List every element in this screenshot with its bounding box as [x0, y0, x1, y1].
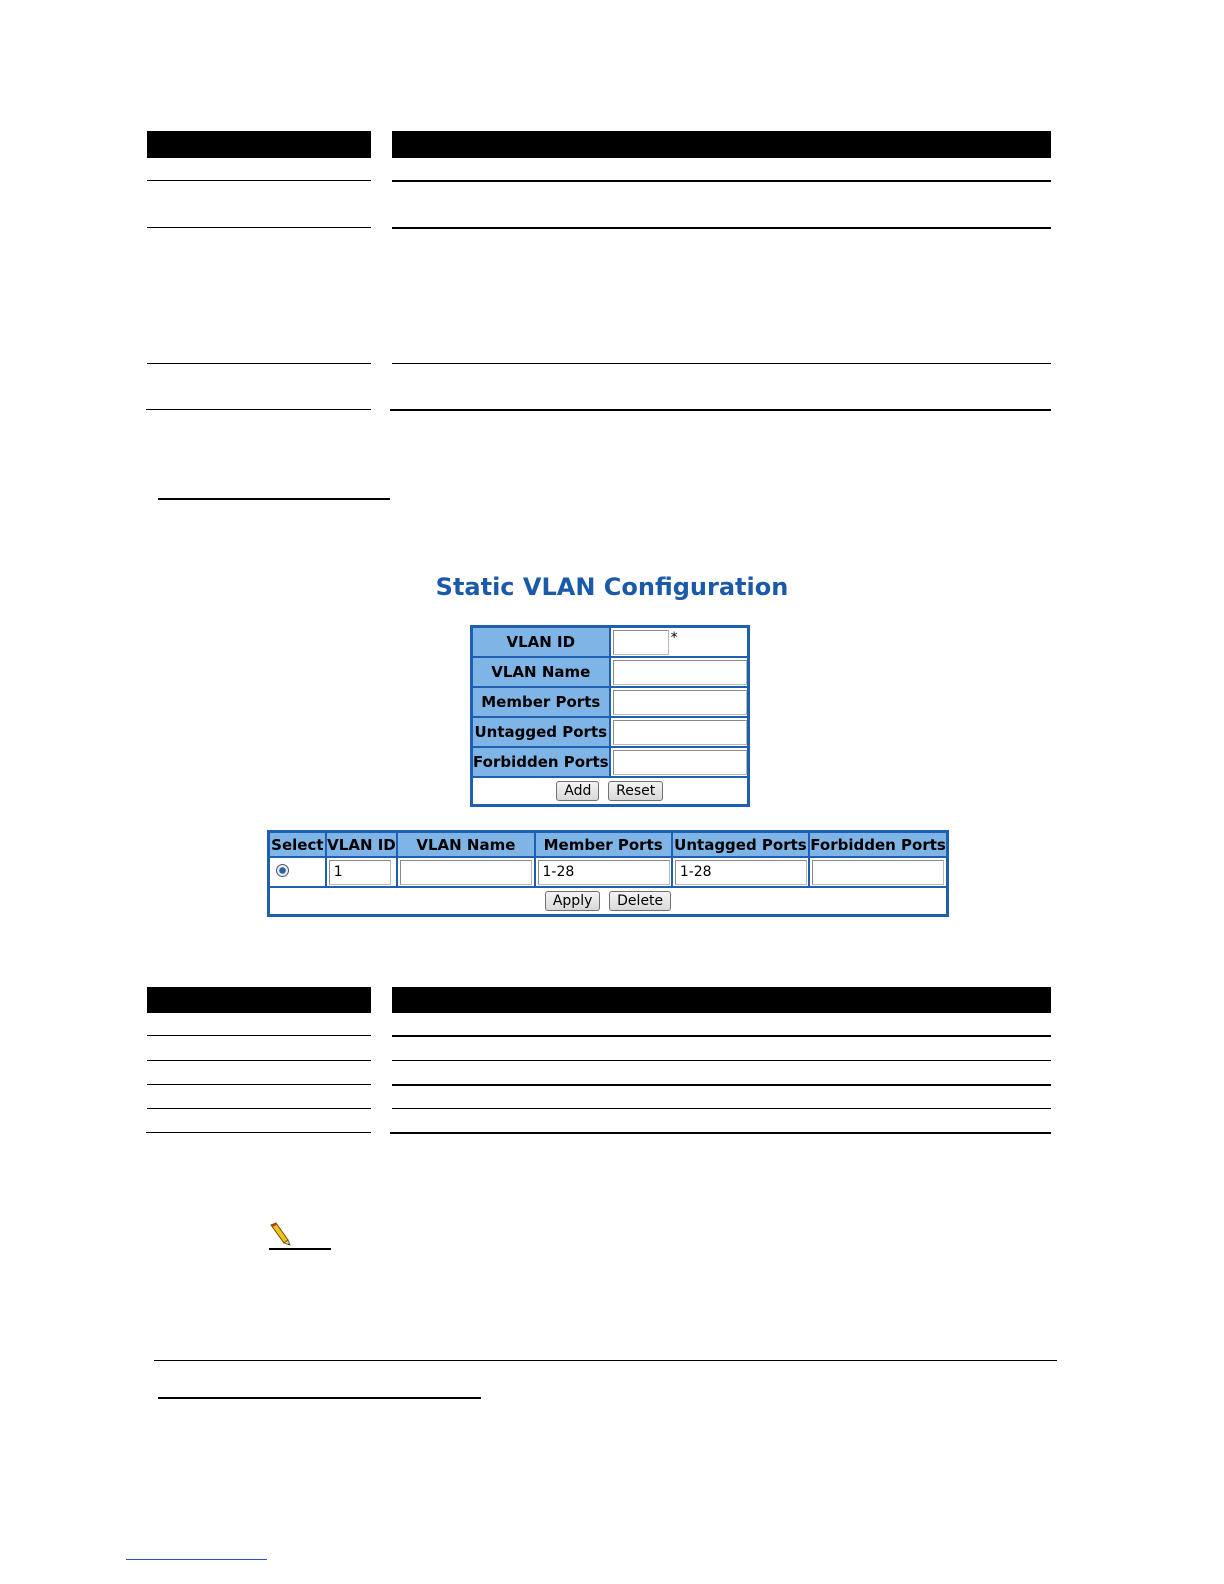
- forbidden-ports-cell: [809, 857, 947, 887]
- row-divider: [392, 180, 1051, 182]
- param-table-header-right: [392, 131, 1051, 158]
- row-divider: [147, 1035, 371, 1036]
- row-divider: [147, 1108, 371, 1109]
- page-title: Static VLAN Configuration: [435, 573, 789, 601]
- row-divider: [390, 1132, 1051, 1134]
- footer-link-underline: [126, 1559, 267, 1560]
- row-divider: [392, 1084, 1051, 1086]
- row-divider: [392, 1035, 1051, 1037]
- field-label-forbidden-ports: Forbidden Ports: [472, 747, 610, 777]
- untagged-ports-input[interactable]: [613, 720, 747, 745]
- field-label-untagged-ports: Untagged Ports: [472, 717, 610, 747]
- section-underline: [158, 498, 390, 500]
- vlan-name-input[interactable]: [613, 660, 747, 685]
- row-untagged-ports-input[interactable]: [675, 860, 807, 885]
- field-label-member-ports: Member Ports: [472, 687, 610, 717]
- field-cell: [610, 747, 748, 777]
- row-forbidden-ports-input[interactable]: [812, 860, 944, 885]
- row-divider: [392, 363, 1051, 364]
- row-divider: [147, 180, 371, 181]
- required-mark: *: [670, 629, 678, 646]
- row-divider: [147, 227, 371, 228]
- field-cell: [610, 717, 748, 747]
- column-header: Forbidden Ports: [809, 832, 947, 857]
- column-header: Untagged Ports: [672, 832, 809, 857]
- vlan-list-table: [267, 830, 949, 917]
- field-cell: [610, 687, 748, 717]
- row-divider: [147, 1084, 371, 1085]
- section-separator: [154, 1360, 1057, 1361]
- column-header: VLAN Name: [397, 832, 534, 857]
- table-row: [269, 857, 947, 887]
- row-divider: [146, 409, 371, 410]
- vlan-id-cell: [326, 857, 398, 887]
- row-vlan-name-input[interactable]: [400, 860, 532, 885]
- vlan-name-cell: [397, 857, 534, 887]
- row-divider: [392, 1060, 1051, 1061]
- field-cell: [610, 657, 748, 687]
- row-member-ports-input[interactable]: [538, 860, 670, 885]
- param-table-header-left: [147, 131, 371, 158]
- delete-button[interactable]: Delete: [609, 891, 671, 911]
- untagged-ports-cell: [672, 857, 809, 887]
- desc-table-header-left: [147, 987, 371, 1013]
- member-ports-input[interactable]: [613, 690, 747, 715]
- column-header: Select: [269, 832, 326, 857]
- field-cell: [610, 627, 748, 657]
- column-header: VLAN ID: [326, 832, 398, 857]
- select-radio[interactable]: [276, 864, 289, 877]
- field-label-vlan-name: VLAN Name: [472, 657, 610, 687]
- reset-button[interactable]: Reset: [608, 781, 663, 801]
- field-label-vlan-id: VLAN ID: [472, 627, 610, 657]
- column-header: Member Ports: [535, 832, 672, 857]
- row-divider: [147, 1060, 371, 1061]
- vlan-config-form: [470, 625, 750, 807]
- row-divider: [147, 363, 371, 364]
- row-divider: [392, 227, 1051, 229]
- select-cell: [269, 857, 326, 887]
- member-ports-cell: [535, 857, 672, 887]
- row-divider: [146, 1132, 371, 1133]
- add-button[interactable]: Add: [556, 781, 599, 801]
- note-underline: [269, 1248, 331, 1250]
- pencil-icon: [268, 1222, 292, 1246]
- table-actions: [269, 887, 947, 915]
- forbidden-ports-input[interactable]: [613, 750, 747, 775]
- row-divider: [392, 1108, 1051, 1109]
- row-vlan-id-input[interactable]: [329, 860, 391, 885]
- section-underline: [158, 1397, 481, 1399]
- apply-button[interactable]: Apply: [545, 891, 601, 911]
- vlan-id-input[interactable]: [613, 630, 669, 655]
- form-actions: [472, 777, 748, 805]
- row-divider: [390, 409, 1051, 411]
- desc-table-header-right: [392, 987, 1051, 1013]
